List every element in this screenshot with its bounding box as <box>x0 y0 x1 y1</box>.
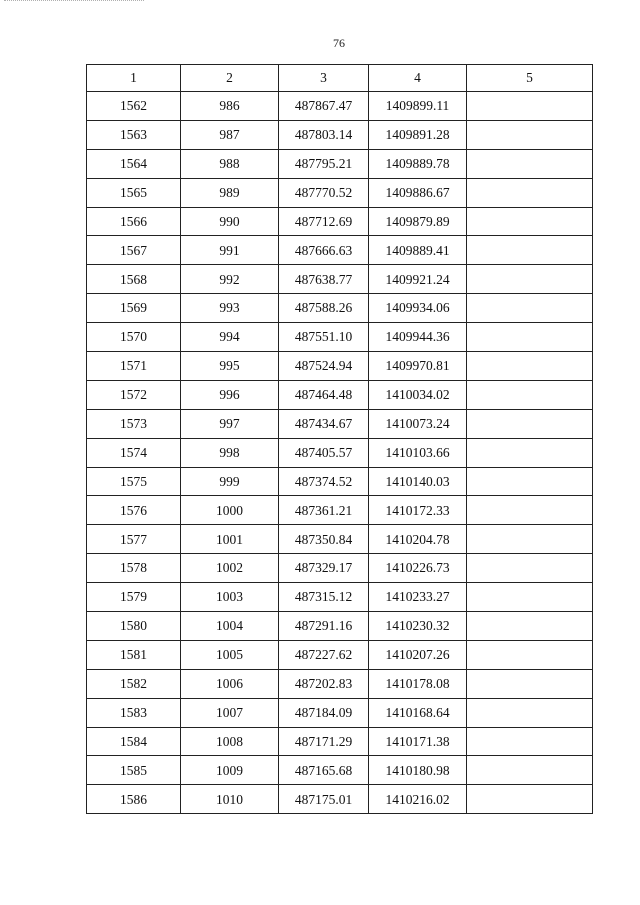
note-cell <box>467 525 593 554</box>
note-cell <box>467 409 593 438</box>
x-coordinate-cell: 487524.94 <box>279 352 369 381</box>
vertex-number-cell: 988 <box>181 149 279 178</box>
y-coordinate-cell: 1409944.36 <box>369 323 467 352</box>
table-row <box>87 698 593 727</box>
vertex-number-cell: 1004 <box>181 612 279 641</box>
x-coordinate-cell: 487588.26 <box>279 294 369 323</box>
point-number-cell: 1573 <box>87 409 181 438</box>
point-number-cell: 1567 <box>87 236 181 265</box>
y-coordinate-cell: 1409970.81 <box>369 352 467 381</box>
note-cell <box>467 323 593 352</box>
note-cell <box>467 236 593 265</box>
note-cell <box>467 467 593 496</box>
note-cell <box>467 149 593 178</box>
note-cell <box>467 785 593 814</box>
x-coordinate-cell: 487291.16 <box>279 612 369 641</box>
vertex-number-cell: 994 <box>181 323 279 352</box>
y-coordinate-cell: 1410034.02 <box>369 380 467 409</box>
x-coordinate-cell: 487315.12 <box>279 583 369 612</box>
vertex-number-cell: 1008 <box>181 727 279 756</box>
point-number-cell: 1582 <box>87 669 181 698</box>
point-number-cell: 1570 <box>87 323 181 352</box>
point-number-cell: 1564 <box>87 149 181 178</box>
note-cell <box>467 554 593 583</box>
column-header: 3 <box>279 65 369 92</box>
y-coordinate-cell: 1410180.98 <box>369 756 467 785</box>
vertex-number-cell: 1003 <box>181 583 279 612</box>
point-number-cell: 1575 <box>87 467 181 496</box>
x-coordinate-cell: 487803.14 <box>279 120 369 149</box>
y-coordinate-cell: 1409921.24 <box>369 265 467 294</box>
point-number-cell: 1581 <box>87 640 181 669</box>
point-number-cell: 1585 <box>87 756 181 785</box>
vertex-number-cell: 993 <box>181 294 279 323</box>
point-number-cell: 1579 <box>87 583 181 612</box>
table-row <box>87 149 593 178</box>
y-coordinate-cell: 1409886.67 <box>369 178 467 207</box>
y-coordinate-cell: 1409899.11 <box>369 92 467 121</box>
vertex-number-cell: 997 <box>181 409 279 438</box>
vertex-number-cell: 1000 <box>181 496 279 525</box>
y-coordinate-cell: 1410226.73 <box>369 554 467 583</box>
note-cell <box>467 698 593 727</box>
point-number-cell: 1583 <box>87 698 181 727</box>
table-row <box>87 380 593 409</box>
table-row <box>87 120 593 149</box>
table-row <box>87 496 593 525</box>
table-row <box>87 323 593 352</box>
vertex-number-cell: 986 <box>181 92 279 121</box>
vertex-number-cell: 1005 <box>181 640 279 669</box>
table-row <box>87 612 593 641</box>
table-row <box>87 467 593 496</box>
y-coordinate-cell: 1410168.64 <box>369 698 467 727</box>
y-coordinate-cell: 1410233.27 <box>369 583 467 612</box>
y-coordinate-cell: 1410178.08 <box>369 669 467 698</box>
note-cell <box>467 294 593 323</box>
note-cell <box>467 669 593 698</box>
x-coordinate-cell: 487666.63 <box>279 236 369 265</box>
x-coordinate-cell: 487464.48 <box>279 380 369 409</box>
x-coordinate-cell: 487374.52 <box>279 467 369 496</box>
x-coordinate-cell: 487350.84 <box>279 525 369 554</box>
note-cell <box>467 92 593 121</box>
y-coordinate-cell: 1409934.06 <box>369 294 467 323</box>
note-cell <box>467 727 593 756</box>
point-number-cell: 1562 <box>87 92 181 121</box>
note-cell <box>467 380 593 409</box>
table-row <box>87 756 593 785</box>
column-header: 2 <box>181 65 279 92</box>
x-coordinate-cell: 487227.62 <box>279 640 369 669</box>
x-coordinate-cell: 487329.17 <box>279 554 369 583</box>
x-coordinate-cell: 487405.57 <box>279 438 369 467</box>
x-coordinate-cell: 487712.69 <box>279 207 369 236</box>
vertex-number-cell: 998 <box>181 438 279 467</box>
x-coordinate-cell: 487867.47 <box>279 92 369 121</box>
table-row <box>87 409 593 438</box>
note-cell <box>467 640 593 669</box>
x-coordinate-cell: 487202.83 <box>279 669 369 698</box>
y-coordinate-cell: 1410140.03 <box>369 467 467 496</box>
table-row <box>87 92 593 121</box>
vertex-number-cell: 1002 <box>181 554 279 583</box>
point-number-cell: 1576 <box>87 496 181 525</box>
note-cell <box>467 756 593 785</box>
vertex-number-cell: 999 <box>181 467 279 496</box>
table-row <box>87 785 593 814</box>
note-cell <box>467 583 593 612</box>
y-coordinate-cell: 1409891.28 <box>369 120 467 149</box>
table-row <box>87 554 593 583</box>
y-coordinate-cell: 1410216.02 <box>369 785 467 814</box>
note-cell <box>467 438 593 467</box>
y-coordinate-cell: 1410073.24 <box>369 409 467 438</box>
x-coordinate-cell: 487795.21 <box>279 149 369 178</box>
x-coordinate-cell: 487184.09 <box>279 698 369 727</box>
table-row <box>87 207 593 236</box>
vertex-number-cell: 989 <box>181 178 279 207</box>
vertex-number-cell: 1001 <box>181 525 279 554</box>
note-cell <box>467 496 593 525</box>
table-row <box>87 294 593 323</box>
y-coordinate-cell: 1410204.78 <box>369 525 467 554</box>
table-row <box>87 438 593 467</box>
vertex-number-cell: 991 <box>181 236 279 265</box>
vertex-number-cell: 1007 <box>181 698 279 727</box>
note-cell <box>467 352 593 381</box>
table-row <box>87 236 593 265</box>
vertex-number-cell: 987 <box>181 120 279 149</box>
vertex-number-cell: 1010 <box>181 785 279 814</box>
table-row <box>87 525 593 554</box>
note-cell <box>467 120 593 149</box>
coordinates-table <box>86 64 593 814</box>
y-coordinate-cell: 1409879.89 <box>369 207 467 236</box>
scan-artifact <box>4 0 144 5</box>
point-number-cell: 1572 <box>87 380 181 409</box>
vertex-number-cell: 1009 <box>181 756 279 785</box>
table-row <box>87 583 593 612</box>
note-cell <box>467 265 593 294</box>
table-row <box>87 265 593 294</box>
x-coordinate-cell: 487638.77 <box>279 265 369 294</box>
point-number-cell: 1565 <box>87 178 181 207</box>
y-coordinate-cell: 1410230.32 <box>369 612 467 641</box>
y-coordinate-cell: 1410103.66 <box>369 438 467 467</box>
vertex-number-cell: 995 <box>181 352 279 381</box>
point-number-cell: 1574 <box>87 438 181 467</box>
y-coordinate-cell: 1409889.41 <box>369 236 467 265</box>
y-coordinate-cell: 1410171.38 <box>369 727 467 756</box>
point-number-cell: 1566 <box>87 207 181 236</box>
x-coordinate-cell: 487175.01 <box>279 785 369 814</box>
table-row <box>87 640 593 669</box>
point-number-cell: 1580 <box>87 612 181 641</box>
y-coordinate-cell: 1409889.78 <box>369 149 467 178</box>
column-header: 4 <box>369 65 467 92</box>
column-header: 5 <box>467 65 593 92</box>
page-number: 76 <box>333 36 345 50</box>
x-coordinate-cell: 487361.21 <box>279 496 369 525</box>
x-coordinate-cell: 487551.10 <box>279 323 369 352</box>
x-coordinate-cell: 487770.52 <box>279 178 369 207</box>
point-number-cell: 1569 <box>87 294 181 323</box>
table-body <box>87 92 593 814</box>
vertex-number-cell: 990 <box>181 207 279 236</box>
vertex-number-cell: 996 <box>181 380 279 409</box>
vertex-number-cell: 1006 <box>181 669 279 698</box>
y-coordinate-cell: 1410207.26 <box>369 640 467 669</box>
point-number-cell: 1577 <box>87 525 181 554</box>
point-number-cell: 1586 <box>87 785 181 814</box>
y-coordinate-cell: 1410172.33 <box>369 496 467 525</box>
x-coordinate-cell: 487171.29 <box>279 727 369 756</box>
x-coordinate-cell: 487434.67 <box>279 409 369 438</box>
table-row <box>87 669 593 698</box>
note-cell <box>467 207 593 236</box>
point-number-cell: 1568 <box>87 265 181 294</box>
point-number-cell: 1571 <box>87 352 181 381</box>
table-row <box>87 352 593 381</box>
note-cell <box>467 612 593 641</box>
column-header: 1 <box>87 65 181 92</box>
point-number-cell: 1584 <box>87 727 181 756</box>
table-row <box>87 178 593 207</box>
table-header-row <box>87 65 593 92</box>
point-number-cell: 1563 <box>87 120 181 149</box>
note-cell <box>467 178 593 207</box>
x-coordinate-cell: 487165.68 <box>279 756 369 785</box>
table-row <box>87 727 593 756</box>
vertex-number-cell: 992 <box>181 265 279 294</box>
point-number-cell: 1578 <box>87 554 181 583</box>
